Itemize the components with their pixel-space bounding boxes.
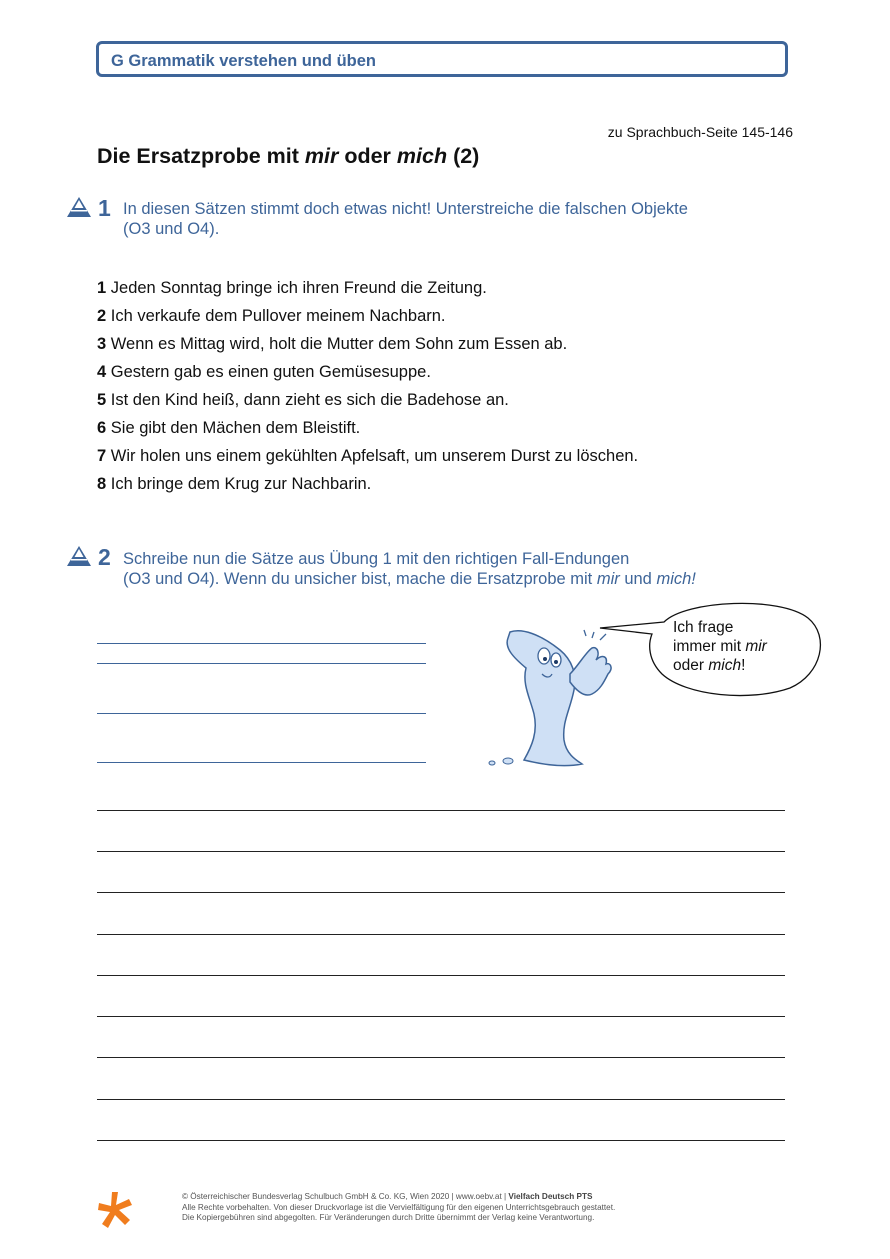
instruction-text: (O3 und O4). Wenn du unsicher bist, mache die Ersatzprobe mit	[123, 570, 597, 588]
sentence-number: 1	[97, 279, 107, 297]
exercise-1-number: 1	[98, 195, 111, 221]
writing-line-short[interactable]	[97, 762, 426, 763]
writing-line[interactable]	[97, 1099, 785, 1100]
instruction-mich: mich!	[656, 570, 696, 588]
title-mir: mir	[304, 144, 339, 168]
bubble-text-part: immer mit	[673, 638, 746, 655]
sentence-number: 6	[97, 419, 107, 437]
sentence-number: 4	[97, 363, 107, 381]
footer-line-2: Alle Rechte vorbehalten. Von dieser Druckvorlage ist die Vervielfältigung für den eigenen Unterrichtsgebrauch gestattet.	[182, 1202, 616, 1212]
sentence-item	[97, 470, 638, 498]
exercise-2-instruction-line-2	[123, 569, 696, 589]
sentence-text: Sie gibt den Mächen dem Bleistift.	[110, 419, 361, 437]
sentence-item	[97, 330, 638, 358]
section-header-box	[96, 41, 788, 77]
title-part-3: (2)	[447, 144, 480, 168]
exercise-2-instruction	[123, 549, 696, 589]
sentence-item	[97, 274, 638, 302]
bubble-text-part: !	[741, 657, 746, 674]
instruction-mir: mir	[596, 570, 620, 588]
writing-line[interactable]	[97, 892, 785, 893]
writing-line[interactable]	[97, 1140, 785, 1141]
writing-line-short[interactable]	[97, 713, 426, 714]
difficulty-pyramid-icon	[66, 196, 92, 218]
instruction-und: und	[619, 570, 657, 588]
speech-bubble-text	[673, 618, 767, 675]
writing-line[interactable]	[97, 934, 785, 935]
title-mich: mich	[396, 144, 448, 168]
writing-line[interactable]	[97, 975, 785, 976]
writing-line[interactable]	[97, 1057, 785, 1058]
sentence-item	[97, 442, 638, 470]
footer-line-1	[182, 1192, 615, 1203]
section-header-title: G Grammatik verstehen und üben	[111, 52, 376, 70]
bubble-line-1: Ich frage	[673, 619, 734, 636]
exercise-2-number: 2	[98, 544, 111, 570]
page-title	[97, 144, 479, 169]
footer-text-part: © Österreichischer Bundesverlag Schulbuch GmbH & Co. KG, Wien 2020 | www.oebv.at |	[182, 1192, 509, 1201]
bubble-line-3	[673, 656, 767, 675]
title-part-1: Die Ersatzprobe mit	[97, 144, 305, 168]
publisher-logo-icon	[96, 1190, 134, 1230]
sentence-text: Jeden Sonntag bringe ich ihren Freund die Zeitung.	[110, 279, 487, 297]
bubble-text-part: oder	[673, 657, 709, 674]
sentence-item	[97, 414, 638, 442]
bubble-mich: mich	[708, 657, 742, 674]
sentence-text: Gestern gab es einen guten Gemüsesuppe.	[110, 363, 431, 381]
exercise-1-instruction	[123, 199, 688, 239]
sentence-number: 2	[97, 307, 107, 325]
exercise-1-instruction-line-1: In diesen Sätzen stimmt doch etwas nicht! Unterstreiche die falschen Objekte	[123, 200, 688, 218]
exercise-1-instruction-line-2: (O3 und O4).	[123, 220, 220, 238]
sentence-item	[97, 386, 638, 414]
sentence-number: 7	[97, 447, 107, 465]
sentence-item	[97, 302, 638, 330]
bubble-line-2	[673, 637, 767, 656]
sentence-text: Ich bringe dem Krug zur Nachbarin.	[110, 475, 372, 493]
writing-line[interactable]	[97, 1016, 785, 1017]
textbook-reference: zu Sprachbuch-Seite 145-146	[607, 124, 793, 140]
sentence-list	[97, 274, 638, 498]
sentence-text: Ich verkaufe dem Pullover meinem Nachbarn.	[110, 307, 446, 325]
sentence-number: 5	[97, 391, 107, 409]
writing-line-short[interactable]	[97, 663, 426, 664]
sentence-text: Wenn es Mittag wird, holt die Mutter dem Sohn zum Essen ab.	[110, 335, 568, 353]
writing-line[interactable]	[97, 851, 785, 852]
title-part-2: oder	[338, 144, 397, 168]
exercise-2-instruction-line-1: Schreibe nun die Sätze aus Übung 1 mit den richtigen Fall-Endungen	[123, 550, 630, 568]
difficulty-pyramid-icon	[66, 545, 92, 567]
bubble-mir: mir	[745, 638, 767, 655]
footer-copyright	[182, 1192, 615, 1224]
writing-line[interactable]	[97, 810, 785, 811]
sentence-number: 3	[97, 335, 107, 353]
writing-line-short[interactable]	[97, 643, 426, 644]
sentence-item	[97, 358, 638, 386]
footer-line-3: Die Kopiergebühren sind abgegolten. Für Veränderungen durch Dritte übernimmt der Verlag keine Verantwortung.	[182, 1213, 595, 1222]
sentence-text: Ist den Kind heiß, dann zieht es sich die Badehose an.	[110, 391, 509, 409]
footer-book-title: Vielfach Deutsch PTS	[508, 1192, 593, 1201]
sentence-text: Wir holen uns einem gekühlten Apfelsaft, um unserem Durst zu löschen.	[110, 447, 639, 465]
sentence-number: 8	[97, 475, 107, 493]
